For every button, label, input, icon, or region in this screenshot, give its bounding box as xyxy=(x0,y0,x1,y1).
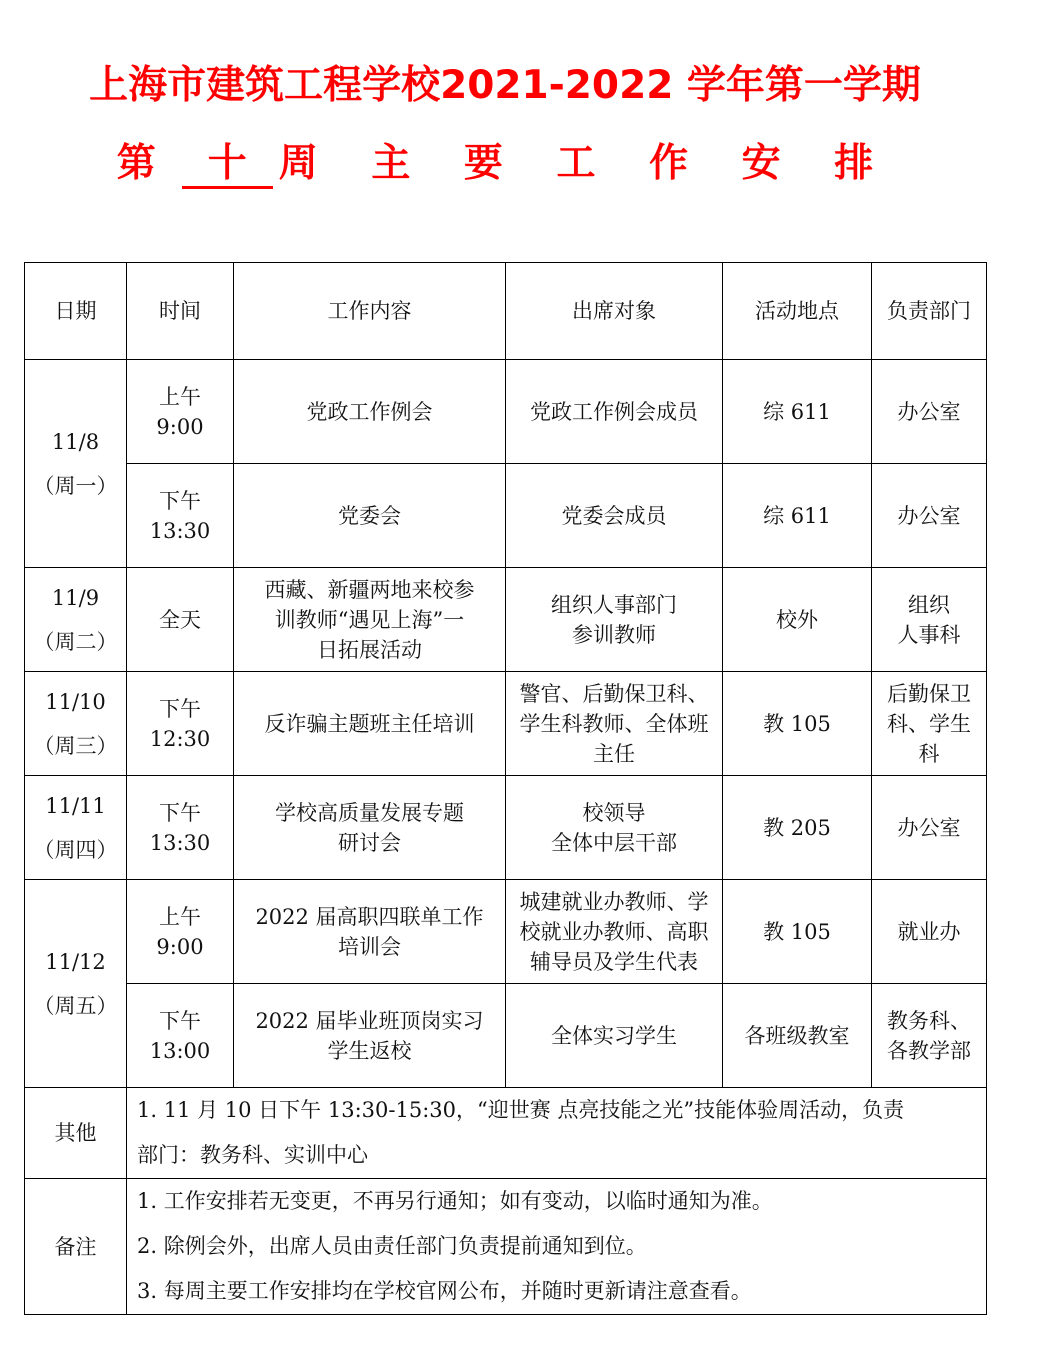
cell-text: 办公室 xyxy=(897,399,961,424)
attendees-cell xyxy=(506,360,723,464)
cell-text: 人事科 xyxy=(897,622,961,647)
cell-text: 党委会成员 xyxy=(561,503,667,528)
cell-text: 教务科、 xyxy=(887,1008,971,1033)
cell-text: 教 105 xyxy=(763,919,831,944)
subtitle-suffix: 周 主 要 工 作 安 排 xyxy=(278,141,894,186)
content-cell xyxy=(234,464,506,568)
schedule-row xyxy=(25,464,987,568)
schedule-row xyxy=(25,984,987,1088)
cell-text: 教 205 xyxy=(763,815,831,840)
cell-text: （周四） xyxy=(33,837,118,862)
header-cell: 负责部门 xyxy=(872,263,987,360)
attendees-cell xyxy=(506,984,723,1088)
attendees-cell xyxy=(506,464,723,568)
schedule-row xyxy=(25,880,987,984)
attendees-cell xyxy=(506,776,723,880)
remarks-content xyxy=(127,1179,987,1315)
date-cell xyxy=(25,568,127,672)
document-subtitle xyxy=(0,132,1010,189)
cell-text: （周二） xyxy=(33,629,118,654)
other-line: 1. 11 月 10 日下午 13:30-15:30，“迎世赛 点亮技能之光”技能体验周活动，负责 xyxy=(137,1098,905,1122)
cell-text: （周一） xyxy=(33,473,118,498)
cell-text: 学生返校 xyxy=(327,1038,412,1063)
header-cell: 工作内容 xyxy=(234,263,506,360)
attendees-cell xyxy=(506,880,723,984)
cell-text: 下午 xyxy=(159,800,201,825)
cell-text: 党委会 xyxy=(338,503,401,528)
cell-text: 12:30 xyxy=(149,726,211,751)
cell-text: 综 611 xyxy=(763,503,831,528)
cell-text: 11/12 xyxy=(45,949,106,974)
cell-text: 下午 xyxy=(159,488,201,513)
cell-text: 全天 xyxy=(159,607,201,632)
cell-text: 学生科教师、全体班 xyxy=(519,711,709,736)
schedule-row xyxy=(25,672,987,776)
cell-text: 办公室 xyxy=(897,503,961,528)
cell-text: 2022 届高职四联单工作 xyxy=(255,904,484,929)
cell-text: 学校高质量发展专题 xyxy=(275,800,464,825)
cell-text: 各教学部 xyxy=(887,1038,971,1063)
time-cell xyxy=(127,880,234,984)
week-number: 十 xyxy=(182,142,273,189)
cell-text: 全体中层干部 xyxy=(551,830,677,855)
date-cell xyxy=(25,776,127,880)
date-cell xyxy=(25,880,127,1088)
cell-text: 参训教师 xyxy=(572,622,656,647)
dept-cell xyxy=(872,672,987,776)
cell-text: 警官、后勤保卫科、 xyxy=(519,681,709,706)
cell-text: 9:00 xyxy=(156,414,204,439)
dept-cell xyxy=(872,776,987,880)
header-cell: 出席对象 xyxy=(506,263,723,360)
location-cell xyxy=(723,880,872,984)
cell-text: 11/11 xyxy=(45,793,106,818)
cell-text: 2022 届毕业班顶岗实习 xyxy=(255,1008,484,1033)
cell-text: 下午 xyxy=(159,696,201,721)
cell-text: 主任 xyxy=(593,741,635,766)
time-cell xyxy=(127,568,234,672)
location-cell xyxy=(723,464,872,568)
cell-text: 13:30 xyxy=(149,518,211,543)
attendees-cell xyxy=(506,672,723,776)
time-cell xyxy=(127,984,234,1088)
other-label xyxy=(25,1088,127,1179)
cell-text: 就业办 xyxy=(897,919,961,944)
remarks-line: 1. 工作安排若无变更，不再另行通知；如有变动，以临时通知为准。 xyxy=(137,1189,773,1213)
cell-text: 辅导员及学生代表 xyxy=(530,949,698,974)
cell-text: 各班级教室 xyxy=(744,1023,850,1048)
content-cell xyxy=(234,568,506,672)
location-cell xyxy=(723,984,872,1088)
time-cell xyxy=(127,464,234,568)
other-row xyxy=(25,1088,987,1179)
content-cell xyxy=(234,880,506,984)
document-title: 上海市建筑工程学校2021-2022 学年第一学期 xyxy=(89,63,921,108)
time-cell xyxy=(127,360,234,464)
other-line: 部门：教务科、实训中心 xyxy=(137,1143,368,1167)
cell-text: 11/9 xyxy=(51,585,100,610)
content-cell xyxy=(234,672,506,776)
cell-text: 11/8 xyxy=(51,429,100,454)
cell-text: （周三） xyxy=(33,733,118,758)
cell-text: 研讨会 xyxy=(338,830,401,855)
cell-text: 11/10 xyxy=(45,689,106,714)
header-cell: 活动地点 xyxy=(723,263,872,360)
dept-cell xyxy=(872,464,987,568)
schedule-row xyxy=(25,776,987,880)
remarks-line: 2. 除例会外，出席人员由责任部门负责提前通知到位。 xyxy=(137,1234,647,1258)
schedule-row xyxy=(25,360,987,464)
cell-text: 全体实习学生 xyxy=(551,1023,677,1048)
schedule-table xyxy=(24,262,987,1315)
time-cell xyxy=(127,776,234,880)
dept-cell xyxy=(872,880,987,984)
cell-text: 上午 xyxy=(159,384,201,409)
remarks-label xyxy=(25,1179,127,1315)
remarks-row xyxy=(25,1179,987,1315)
cell-text: 党政工作例会 xyxy=(306,399,433,424)
cell-text: 教 105 xyxy=(763,711,831,736)
attendees-cell xyxy=(506,568,723,672)
date-cell xyxy=(25,360,127,568)
cell-text: 13:30 xyxy=(149,830,211,855)
cell-text: 组织人事部门 xyxy=(551,592,677,617)
subtitle-prefix: 第 xyxy=(116,141,176,186)
location-cell xyxy=(723,568,872,672)
cell-text: 训教师“遇见上海”一 xyxy=(274,607,465,632)
time-cell xyxy=(127,672,234,776)
cell-text: 13:00 xyxy=(149,1038,211,1063)
cell-text: 党政工作例会成员 xyxy=(530,399,698,424)
cell-text: 其他 xyxy=(54,1121,97,1145)
cell-text: 城建就业办教师、学 xyxy=(519,889,709,914)
cell-text: 后勤保卫 xyxy=(887,681,971,706)
remarks-line: 3. 每周主要工作安排均在学校官网公布，并随时更新请注意查看。 xyxy=(137,1279,752,1303)
cell-text: 科、学生 xyxy=(887,711,971,736)
content-cell xyxy=(234,360,506,464)
cell-text: 校领导 xyxy=(582,800,646,825)
cell-text: （周五） xyxy=(33,993,118,1018)
cell-text: 校就业办教师、高职 xyxy=(519,919,709,944)
location-cell xyxy=(723,776,872,880)
header-cell: 时间 xyxy=(127,263,234,360)
location-cell xyxy=(723,672,872,776)
cell-text: 反诈骗主题班主任培训 xyxy=(264,711,475,736)
dept-cell xyxy=(872,568,987,672)
content-cell xyxy=(234,776,506,880)
date-cell xyxy=(25,672,127,776)
header-cell: 日期 xyxy=(25,263,127,360)
location-cell xyxy=(723,360,872,464)
cell-text: 办公室 xyxy=(897,815,961,840)
cell-text: 综 611 xyxy=(763,399,831,424)
dept-cell xyxy=(872,360,987,464)
cell-text: 备注 xyxy=(54,1234,97,1259)
cell-text: 培训会 xyxy=(338,934,401,959)
content-cell xyxy=(234,984,506,1088)
cell-text: 西藏、新疆两地来校参 xyxy=(264,577,475,602)
cell-text: 科 xyxy=(918,741,940,766)
cell-text: 9:00 xyxy=(156,934,204,959)
other-content xyxy=(127,1088,987,1179)
cell-text: 组织 xyxy=(908,592,950,617)
schedule-row xyxy=(25,568,987,672)
cell-text: 上午 xyxy=(159,904,201,929)
header-row xyxy=(25,263,987,360)
dept-cell xyxy=(872,984,987,1088)
cell-text: 日拓展活动 xyxy=(317,637,422,662)
cell-text: 下午 xyxy=(159,1008,201,1033)
cell-text: 校外 xyxy=(776,607,818,632)
